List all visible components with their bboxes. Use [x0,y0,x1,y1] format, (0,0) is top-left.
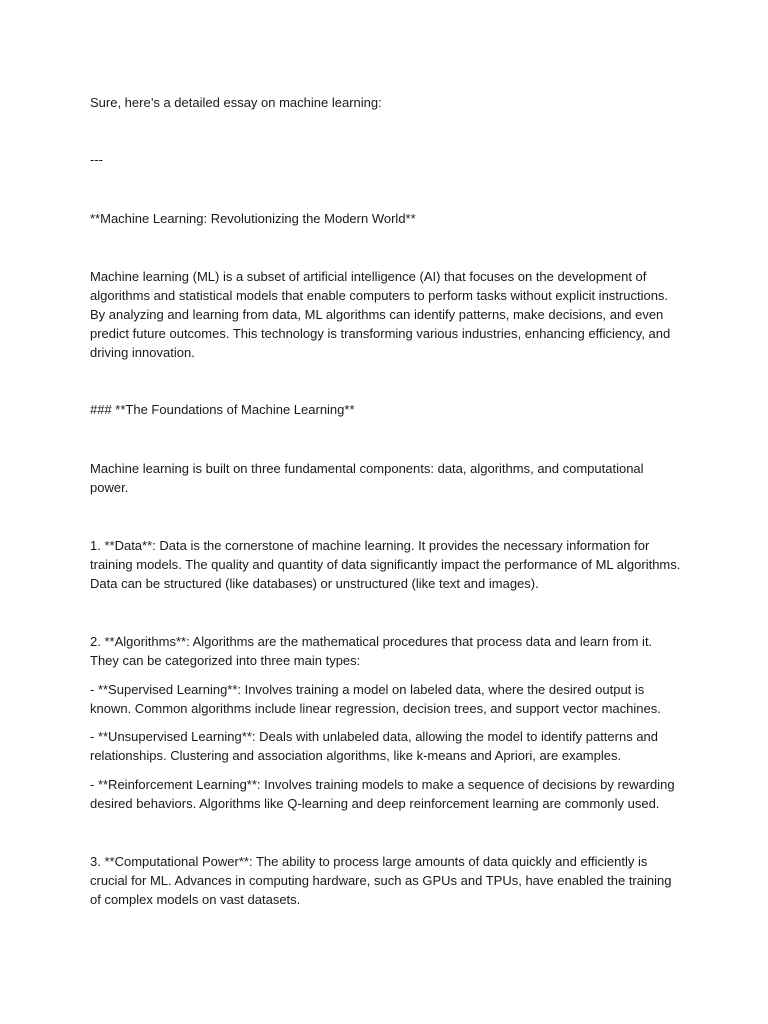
paragraph-components: Machine learning is built on three fundamental components: data, algorithms, and computational power. [90,461,644,495]
sublist-item-supervised: - **Supervised Learning**: Involves training a model on labeled data, where the desired output is known. Common algorithms include linear regression, decision trees, and support vector machines. [90,682,661,716]
sublist-item-reinforcement: - **Reinforcement Learning**: Involves training models to make a sequence of decisions by rewarding desired behaviors. Algorithms like Q-learning and deep reinforcement learning are commonly used. [90,777,675,811]
essay-title: **Machine Learning: Revolutionizing the Modern World** [90,211,416,226]
list-item-algorithms: 2. **Algorithms**: Algorithms are the mathematical procedures that process data and learn from it. They can be categorized into three main types: [90,634,653,668]
sublist-item-unsupervised: - **Unsupervised Learning**: Deals with unlabeled data, allowing the model to identify patterns and relationships. Clustering and association algorithms, like k-means and Apriori, are examples. [90,729,659,763]
list-item-computational-power: 3. **Computational Power**: The ability to process large amounts of data quickly and efficiently is crucial for ML. Advances in computing hardware, such as GPUs and TPUs, have enabled the training of complex models on vast datasets. [90,854,672,907]
separator: --- [90,152,103,167]
paragraph-intro: Machine learning (ML) is a subset of artificial intelligence (AI) that focuses on the development of algorithms and statistical models that enable computers to perform tasks without explicit instructions. By analyzing and learning from data, ML algorithms can identify patterns, make decisions, and even predict future outcomes. This technology is transforming various industries, enhancing efficiency, and driving innovation. [90,269,671,360]
heading-foundations: ### **The Foundations of Machine Learning** [90,402,355,417]
list-item-data: 1. **Data**: Data is the cornerstone of machine learning. It provides the necessary information for training models. The quality and quantity of data significantly impact the performance of ML algorithms. Data can be structured (like databases) or unstructured (like text and images). [90,538,681,591]
intro-text: Sure, here’s a detailed essay on machine learning: [90,95,382,110]
